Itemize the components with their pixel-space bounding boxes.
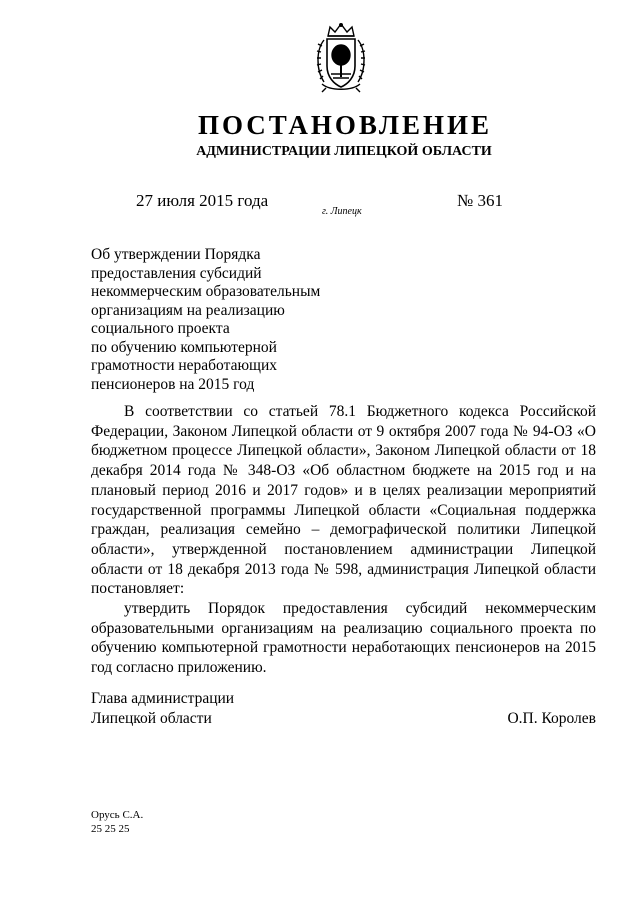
- body-paragraph: утвердить Порядок предоставления субсидий некоммерческим образовательными организациям на реализацию социального проекта по обучению компьютерной грамотности неработающих пенсионеров на 2015 год согласно приложению.: [91, 600, 596, 677]
- executor-name: Орусь С.А.: [91, 809, 144, 821]
- subject-line: предоставления субсидий: [91, 264, 262, 282]
- subject-line: Об утверждении Порядка: [91, 246, 261, 263]
- document-subtitle: АДМИНИСТРАЦИИ ЛИПЕЦКОЙ ОБЛАСТИ: [196, 144, 492, 159]
- subject-line: по обучению компьютерной: [91, 338, 277, 356]
- document-body: [91, 402, 596, 678]
- document-title: ПОСТАНОВЛЕНИЕ: [197, 110, 493, 140]
- document-city: г. Липецк: [322, 206, 362, 217]
- subject-line: социального проекта: [91, 320, 230, 337]
- coat-of-arms-icon: [312, 22, 370, 94]
- subject-line: пенсионеров на 2015 год: [91, 375, 255, 393]
- signature-block: [91, 689, 596, 728]
- signatory-name: О.П. Королев: [507, 709, 596, 727]
- body-paragraph: В соответствии со статьей 78.1 Бюджетного кодекса Российской Федерации, Законом Липецкой области от 9 октября 2007 года № 94-ОЗ «О бюджетном процессе Липецкой области», Законом Липецкой области от 18 декабря 2014 года № 348-ОЗ «Об областном бюджете на 2015 год и на плановый период 2016 и 2017 годов» и в целях реализации мероприятий государственной программы Липецкой области «Социальная поддержка граждан, реализация семейно – демографической политики Липецкой области», утвержденной постановлением администрации Липецкой области от 18 декабря 2013 года № 598, администрация Липецкой области постановляет:: [91, 403, 596, 598]
- document-subject: [91, 246, 351, 394]
- signatory-region: Липецкой области: [91, 709, 212, 727]
- subject-line: организациям на реализацию: [91, 301, 285, 319]
- document-date: 27 июля 2015 года: [136, 191, 269, 210]
- executor-info: [91, 808, 143, 836]
- subject-line: некоммерческим образовательным: [91, 283, 321, 300]
- executor-phone: 25 25 25: [91, 823, 130, 835]
- signatory-position: Глава администрации: [91, 690, 235, 707]
- document-number: № 361: [457, 191, 503, 210]
- subject-line: грамотности неработающих: [91, 357, 278, 374]
